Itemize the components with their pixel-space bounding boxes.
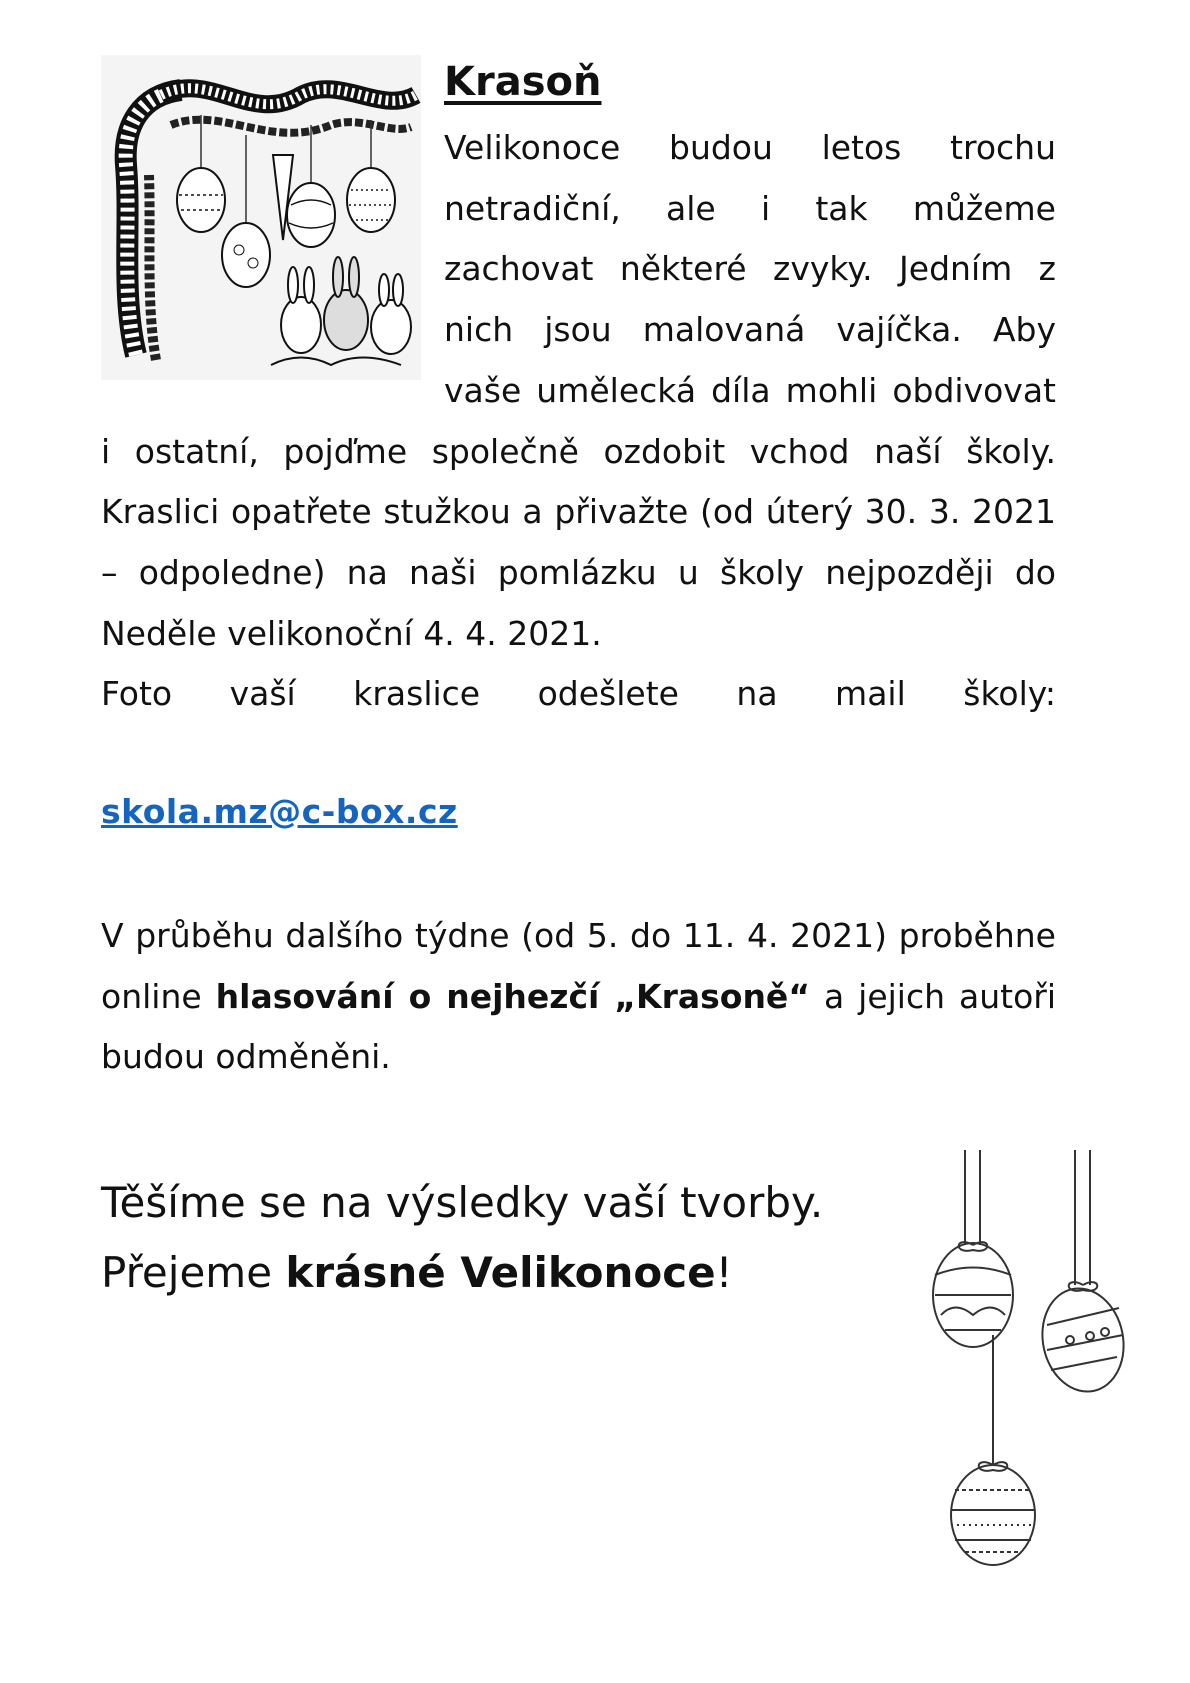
vote-text-before: V průběhu dalšího týdne (od 5. do 11. 4. 2021) proběhne online <box>101 916 1056 1016</box>
page-title: Krasoň <box>444 59 602 105</box>
hanging-eggs-icon <box>905 1150 1135 1570</box>
intro-paragraph <box>101 118 1056 725</box>
vote-text-bold: hlasování o nejhezčí „Krasoně“ <box>215 976 811 1016</box>
closing-line-2-after: ! <box>715 1248 733 1297</box>
closing-text <box>101 1168 901 1308</box>
closing-line-1: Těšíme se na výsledky vaší tvorby. <box>101 1178 824 1227</box>
illustration-spacer <box>101 118 444 418</box>
closing-line-2-before: Přejeme <box>101 1248 286 1297</box>
vote-text-after: a jejich autoři budou odměněni. <box>101 976 1057 1077</box>
school-email-link[interactable]: skola.mz@c-box.cz <box>101 792 458 831</box>
photo-instruction: Foto vaší kraslice odešlete na mail školy: <box>101 674 1056 714</box>
intro-text: Velikonoce budou letos trochu netradiční, ale i tak můžeme zachovat některé zvyky. Jedním z nich jsou malovaná vajíčka. Aby vaše umělecká díla mohli obdivovat i ostatní, pojďme společně ozdobit vchod naší školy. Kraslici opatřete stužkou a přivažte (od úterý 30. 3. 2021 – odpoledne) na naši pomlázku u školy nejpozději do Neděle velikonoční 4. 4. 2021. <box>101 128 1056 653</box>
closing-line-2-bold: krásné Velikonoce <box>285 1248 716 1297</box>
voting-paragraph <box>101 906 1056 1088</box>
